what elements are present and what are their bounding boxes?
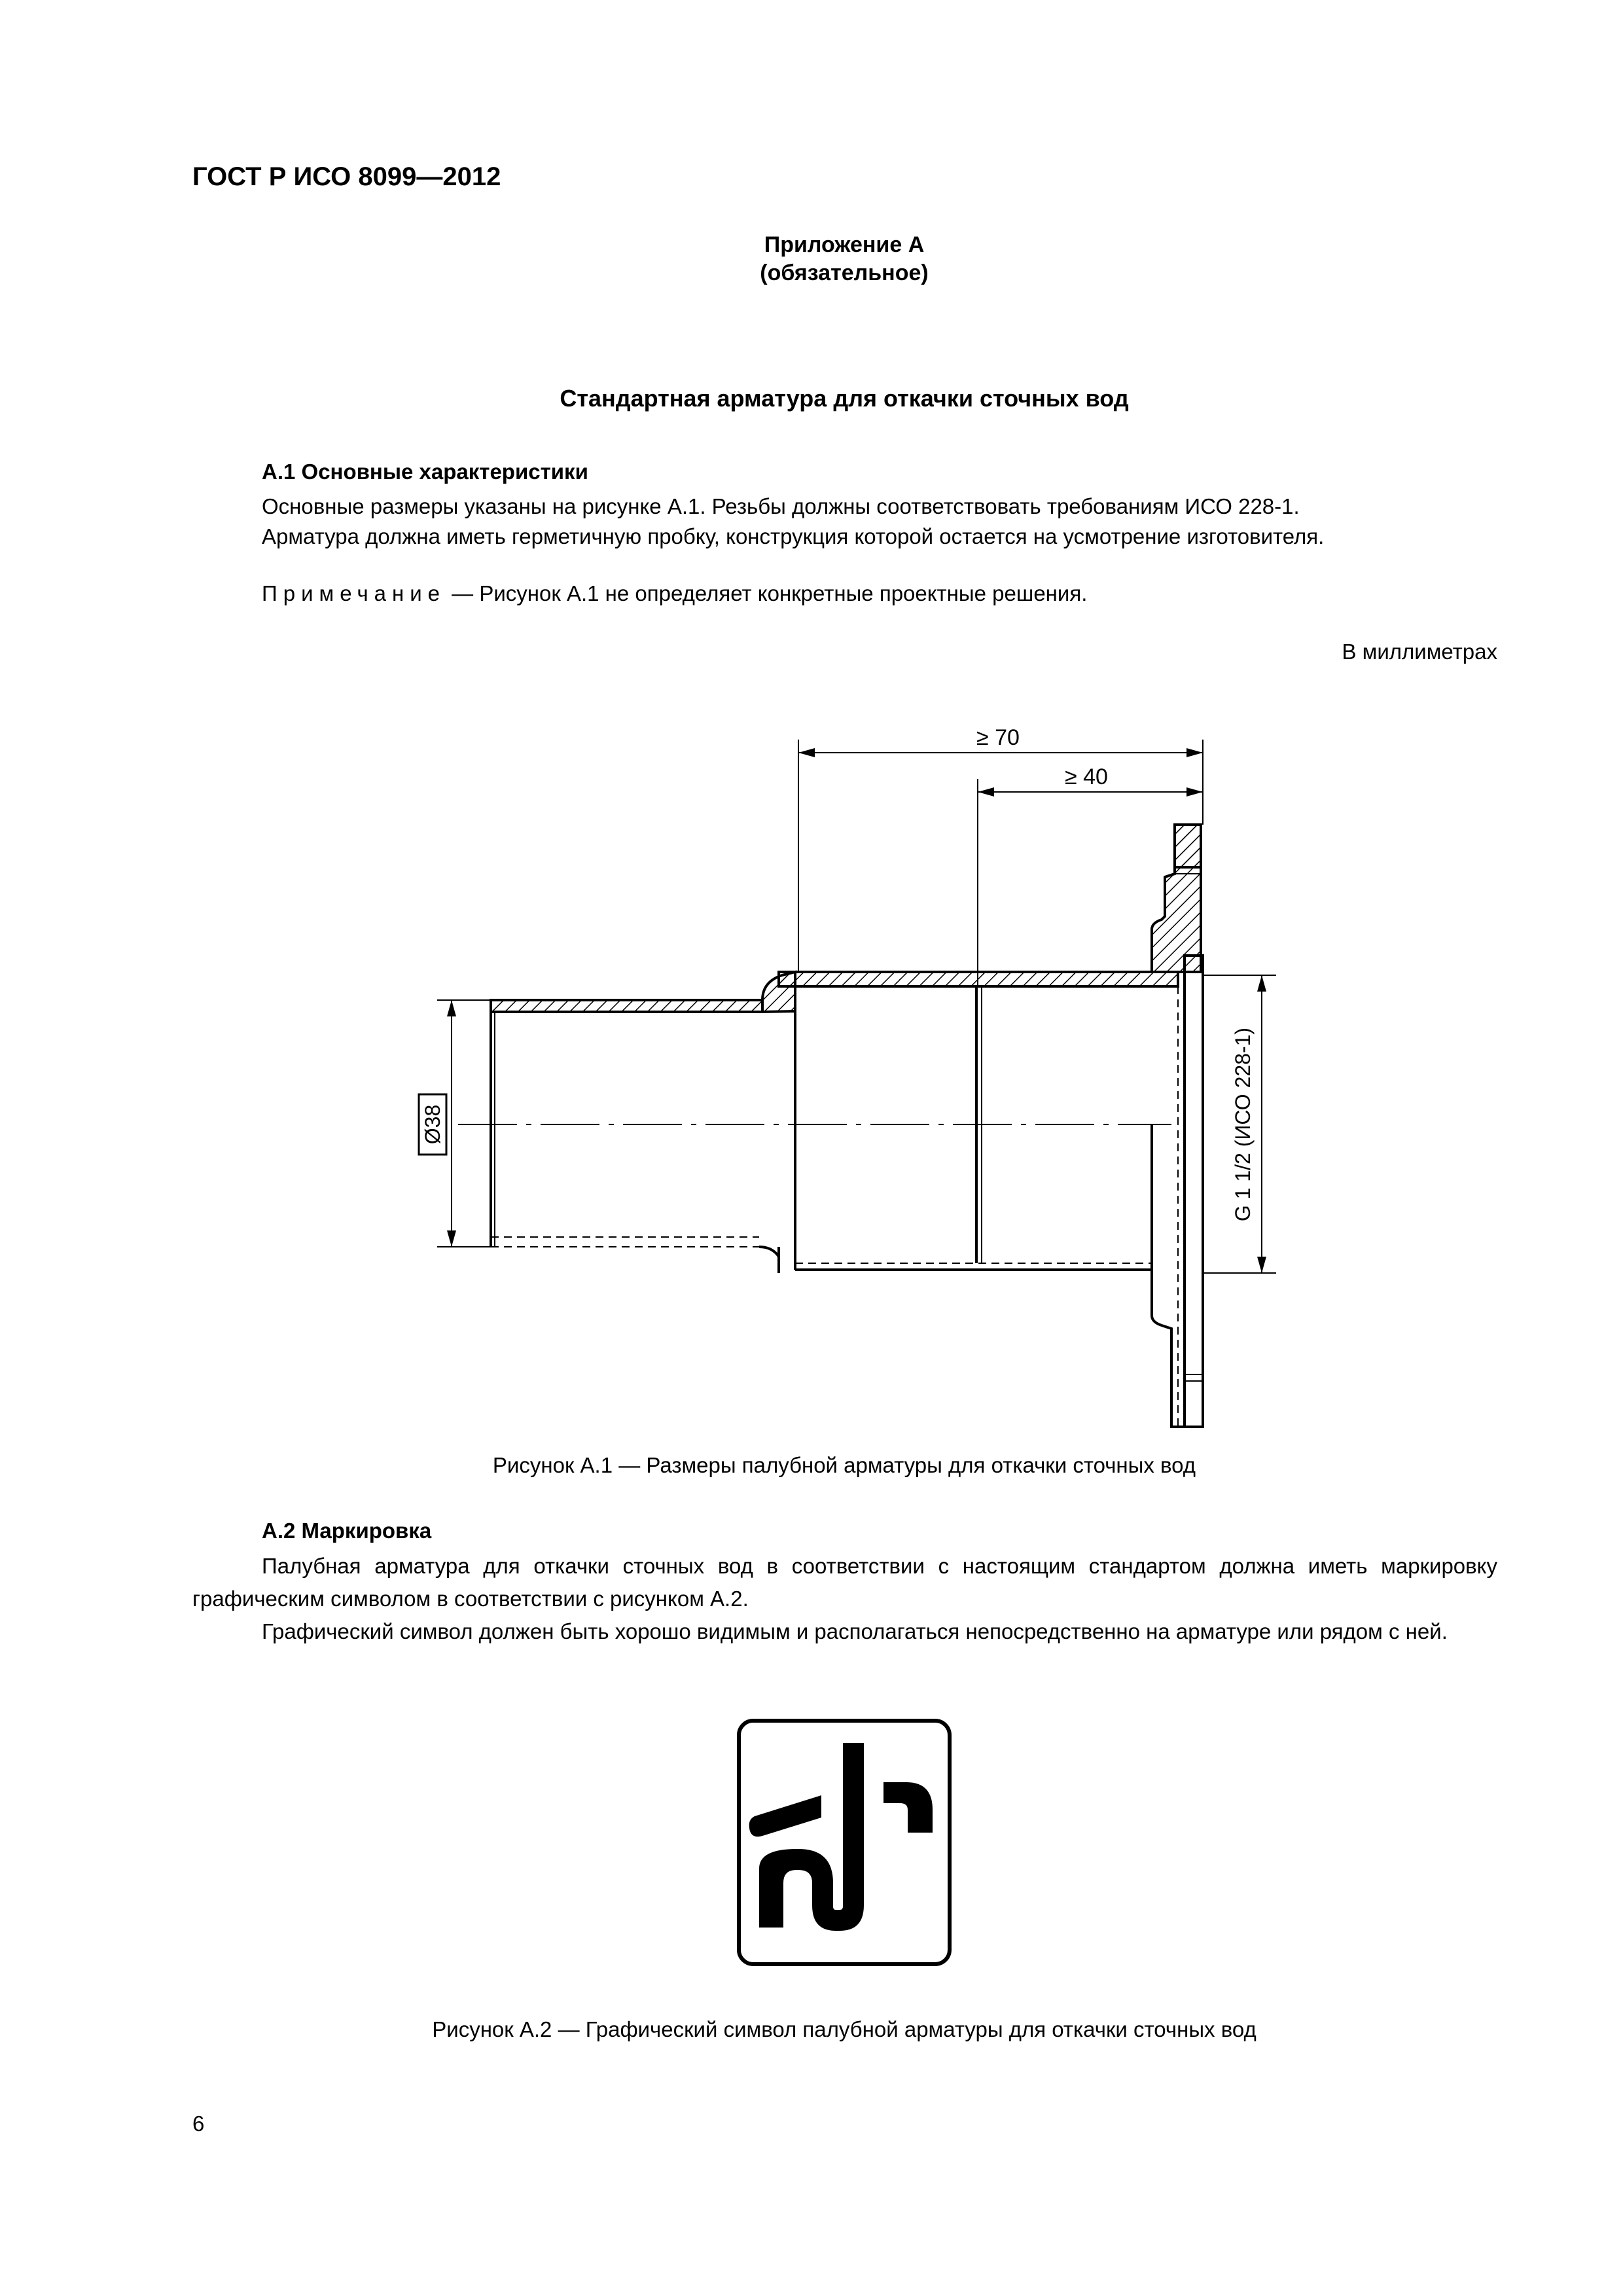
sewage-symbol <box>736 1718 952 1967</box>
page-number: 6 <box>192 2111 205 2136</box>
annex-status: (обязательное) <box>760 260 929 285</box>
a1-paragraph-line1: Основные размеры указаны на рисунке А.1. Резьбы должны соответствовать требованиям ИСО 228-1. <box>262 494 1300 518</box>
note-label: Примечание <box>262 581 446 605</box>
diameter-label: Ø38 <box>421 1104 444 1145</box>
figure-a2-caption: Рисунок А.2 — Графический символ палубной арматуры для откачки сточных вод <box>432 2017 1257 2041</box>
flange-plate <box>1185 956 1203 1427</box>
section-title: Стандартная арматура для откачки сточных вод <box>560 385 1129 412</box>
figure-a1-caption: Рисунок А.1 — Размеры палубной арматуры для откачки сточных вод <box>492 1453 1196 1477</box>
a2-paragraph-1: Палубная арматура для откачки сточных вод в соответствии с настоящим стандартом должна иметь маркировку графическим символом в соответствии с рисунком А.2. <box>192 1554 1497 1611</box>
tube-wall-top <box>491 1000 762 1012</box>
document-header: ГОСТ Р ИСО 8099—2012 <box>192 162 501 191</box>
units-label: В миллиметрах <box>1342 639 1497 664</box>
dim-thread-label: ≥ 40 <box>1065 764 1108 789</box>
section-a2-heading: А.2 Маркировка <box>262 1518 432 1543</box>
section-a1-heading: А.1 Основные характеристики <box>262 459 588 484</box>
thread-spec-label: G 1 1/2 (ИСО 228-1) <box>1231 1027 1255 1222</box>
a2-paragraph-2: Графический символ должен быть хорошо видимым и располагаться непосредственно на арматуре или рядом с ней. <box>262 1619 1448 1643</box>
fitting-drawing <box>393 713 1309 1446</box>
a1-paragraph-line2: Арматура должна иметь герметичную пробку, конструкция которой остается на усмотрение изготовителя. <box>262 524 1325 548</box>
a1-note <box>262 577 1087 610</box>
dim-overall-label: ≥ 70 <box>976 725 1020 750</box>
note-text: — Рисунок А.1 не определяет конкретные проектные решения. <box>446 581 1088 605</box>
annex-title: Приложение А <box>764 232 925 257</box>
